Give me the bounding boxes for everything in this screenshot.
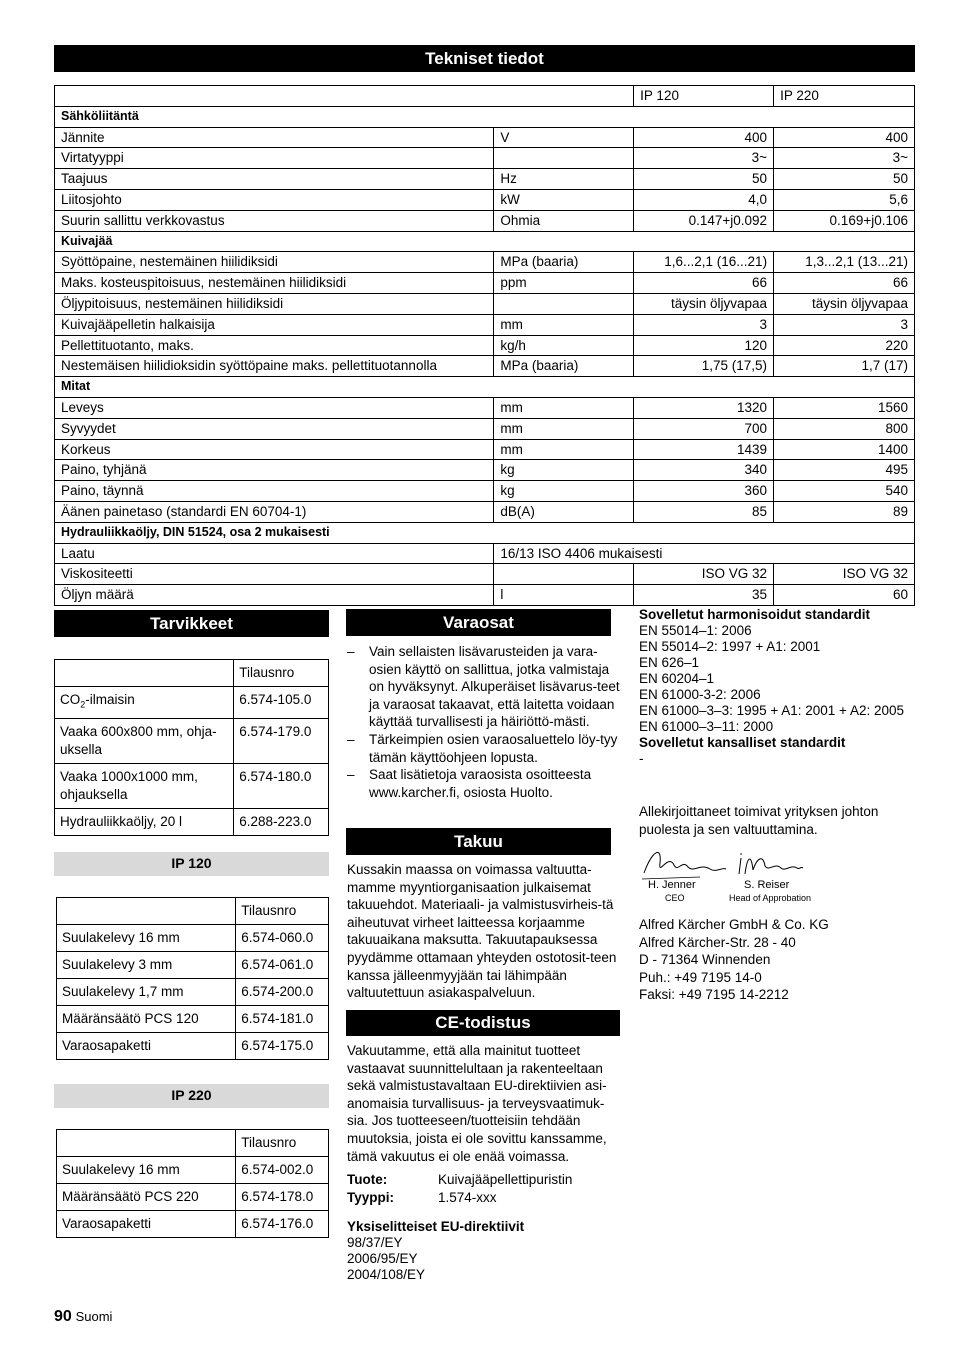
tech-value-ip220: 1,3...2,1 (13...21)	[774, 252, 915, 273]
tech-row	[55, 564, 915, 585]
tech-value-ip120: 66	[634, 273, 774, 294]
tech-unit: dB(A)	[494, 501, 634, 522]
tech-row	[55, 481, 915, 502]
parts-row	[57, 1157, 329, 1184]
parts-header-row	[55, 660, 329, 687]
spares-list-item: – Tärkeimpien osien varaosaluettelo löy-tyy tämän käyttöohjeen lopusta.	[347, 731, 622, 766]
tech-value-ip220: 1400	[774, 439, 915, 460]
tech-value-ip120: 1439	[634, 439, 774, 460]
tech-unit: Ohmia	[494, 210, 634, 231]
tech-value-ip120: 120	[634, 335, 774, 356]
tech-unit: mm	[494, 314, 634, 335]
part-name: $CO_2$-ilmaisin	[55, 687, 234, 719]
spares-list-item: – Saat lisätietoja varaosista osoitteesta www.karcher.fi, osiosta Huolto.	[347, 766, 622, 801]
tech-unit: mm	[494, 397, 634, 418]
tech-value-ip220: 5,6	[774, 189, 915, 210]
directive-2: 2006/95/EY	[347, 1251, 418, 1266]
accessories-title: Tarvikkeet	[54, 610, 329, 637]
part-name: Hydrauliikkaöljy, 20 l	[55, 808, 234, 835]
tech-param: Leveys	[55, 397, 494, 418]
part-order-number: 6.574-061.0	[236, 952, 329, 979]
tech-value-ip120: 3~	[634, 148, 774, 169]
signer1-role: CEO	[665, 893, 685, 903]
tech-header-row	[55, 86, 915, 107]
tech-unit	[494, 564, 634, 585]
tech-value-ip220: 540	[774, 481, 915, 502]
part-order-number: 6.574-181.0	[236, 1006, 329, 1033]
spares-title: Varaosat	[346, 609, 611, 636]
tech-row	[55, 418, 915, 439]
part-name: Varaosapaketti	[57, 1033, 236, 1060]
ce-title: CE-todistus	[346, 1010, 620, 1036]
address-line-1: Alfred Kärcher GmbH & Co. KG	[639, 917, 829, 932]
tech-unit	[494, 148, 634, 169]
parts-row	[57, 1033, 329, 1060]
part-order-number: 6.574-200.0	[236, 979, 329, 1006]
part-name: Suulakelevy 1,7 mm	[57, 979, 236, 1006]
parts-row	[57, 952, 329, 979]
tech-row	[55, 335, 915, 356]
tech-param: Laatu	[55, 543, 494, 564]
tech-row	[55, 397, 915, 418]
order-number-header: Tilausnro	[234, 660, 329, 687]
tech-value-ip120: ISO VG 32	[634, 564, 774, 585]
tech-param: Paino, tyhjänä	[55, 460, 494, 481]
parts-row	[55, 687, 329, 719]
tech-value-ip220: 3	[774, 314, 915, 335]
type-value: 1.574-xxx	[438, 1189, 497, 1205]
tech-unit	[494, 293, 634, 314]
page-footer	[54, 1308, 112, 1326]
part-order-number: 6.288-223.0	[234, 808, 329, 835]
national-value: -	[639, 751, 644, 766]
tech-unit: kg/h	[494, 335, 634, 356]
tech-param: Korkeus	[55, 439, 494, 460]
tech-value-ip120: 700	[634, 418, 774, 439]
ce-text: Vakuutamme, että alla mainitut tuotteet vastaavat suunnittelultaan ja rakenteeltaan sekä valmistustavaltaan EU-direktiivien asi-anomaisia turvallisuus- ja terveysvaatimuk-sia. Jos tuotteeseen/tuotteisiin tehdään muutoksia, joista ei ole sovittu kanssamme, tämä vakuutus ei ole enää voimassa.	[347, 1043, 607, 1164]
signer1-name: H. Jenner	[648, 879, 696, 891]
address-line-2: Alfred Kärcher-Str. 28 - 40	[639, 934, 796, 950]
tech-value-ip220: 0.169+j0.106	[774, 210, 915, 231]
tech-section-row	[55, 522, 915, 543]
directive-3: 2004/108/EY	[347, 1267, 426, 1282]
part-order-number: 6.574-060.0	[236, 925, 329, 952]
tech-value-ip220: 1,7 (17)	[774, 356, 915, 377]
type-label: Tyyppi:	[347, 1189, 394, 1205]
ip120-table	[56, 897, 329, 1060]
signature-reiser	[735, 848, 805, 880]
tech-value-ip220: 66	[774, 273, 915, 294]
part-name: Suulakelevy 3 mm	[57, 952, 236, 979]
tech-unit: mm	[494, 439, 634, 460]
tech-row	[55, 543, 915, 564]
tech-value-ip120: 50	[634, 169, 774, 190]
tech-section-title: Mitat	[55, 377, 915, 398]
standard-7: EN 61000–3–11: 2000	[639, 719, 774, 734]
tech-row	[55, 252, 915, 273]
ce-product-block	[347, 1171, 622, 1206]
tech-section-title: Hydrauliikkaöljy, DIN 51524, osa 2 mukaisesti	[55, 522, 915, 543]
tech-row	[55, 189, 915, 210]
tech-value-ip120: 1320	[634, 397, 774, 418]
tech-param: Viskositeetti	[55, 564, 494, 585]
spares-list-item: – Vain sellaisten lisävarusteiden ja vara-osien käyttö on sallittua, jotka valmistaja on hyväksynyt. Alkuperäiset lisävarus-teet ja varaosat takaavat, että laitetta voidaan käyttää turvallisesti ja häiriöttö-mästi.	[347, 643, 622, 731]
tech-unit: mm	[494, 418, 634, 439]
tech-param: Paino, täynnä	[55, 481, 494, 502]
spares-list	[347, 643, 622, 801]
tech-row	[55, 273, 915, 294]
parts-row	[57, 1211, 329, 1238]
address-line-5: Faksi: +49 7195 14-2212	[639, 987, 789, 1003]
standard-6: EN 61000–3–3: 1995 + A1: 2001 + A2: 2005	[639, 703, 904, 718]
tech-model-header: IP 120	[634, 86, 774, 107]
part-name: Suulakelevy 16 mm	[57, 1157, 236, 1184]
national-title: Sovelletut kansalliset standardit	[639, 735, 846, 750]
tech-unit: ppm	[494, 273, 634, 294]
tech-param: Äänen painetaso (standardi EN 60704-1)	[55, 501, 494, 522]
part-name: Määränsäätö PCS 220	[57, 1184, 236, 1211]
tech-value-ip120: 4,0	[634, 189, 774, 210]
part-name: Suulakelevy 16 mm	[57, 925, 236, 952]
tech-section-title: Kuivajää	[55, 231, 915, 252]
parts-header-blank	[57, 1130, 236, 1157]
tech-param: Öljyn määrä	[55, 585, 494, 606]
tech-unit: kg	[494, 460, 634, 481]
tech-section-row	[55, 106, 915, 127]
tech-param: Taajuus	[55, 169, 494, 190]
product-label: Tuote:	[347, 1172, 388, 1187]
parts-row	[57, 1006, 329, 1033]
ip220-table	[56, 1129, 329, 1238]
tech-row	[55, 501, 915, 522]
tech-param: Suurin sallittu verkkovastus	[55, 210, 494, 231]
part-name: Vaaka 600x800 mm, ohja-uksella	[55, 718, 234, 763]
tech-value-ip220: 3~	[774, 148, 915, 169]
part-order-number: 6.574-175.0	[236, 1033, 329, 1060]
parts-row	[55, 718, 329, 763]
signer2-role: Head of Approbation	[729, 893, 812, 903]
signature-jenner	[640, 843, 730, 883]
tech-value-ip220: 1560	[774, 397, 915, 418]
part-order-number: 6.574-178.0	[236, 1184, 329, 1211]
standards-block	[639, 607, 919, 767]
tech-value-ip220: 89	[774, 501, 915, 522]
tech-param: Syöttöpaine, nestemäinen hiilidiksidi	[55, 252, 494, 273]
parts-row	[57, 925, 329, 952]
page-language: Suomi	[75, 1309, 113, 1324]
part-order-number: 6.574-105.0	[234, 687, 329, 719]
tech-value-ip120: 360	[634, 481, 774, 502]
tech-unit: V	[494, 127, 634, 148]
address-line-3: D - 71364 Winnenden	[639, 952, 771, 968]
tech-row	[55, 356, 915, 377]
directives-title: Yksiselitteiset EU-direktiivit	[347, 1219, 525, 1234]
tech-unit: kW	[494, 189, 634, 210]
tech-row	[55, 293, 915, 314]
directive-1: 98/37/EY	[347, 1235, 403, 1250]
part-order-number: 6.574-176.0	[236, 1211, 329, 1238]
tech-unit: MPa (baaria)	[494, 356, 634, 377]
tech-param: Syvyydet	[55, 418, 494, 439]
order-number-header: Tilausnro	[236, 1130, 329, 1157]
tech-row	[55, 585, 915, 606]
tech-row	[55, 127, 915, 148]
tech-param: Öljypitoisuus, nestemäinen hiilidiksidi	[55, 293, 494, 314]
standard-2: EN 55014–2: 1997 + A1: 2001	[639, 639, 821, 654]
standard-4: EN 60204–1	[639, 671, 715, 686]
tech-value-ip220: 220	[774, 335, 915, 356]
standard-3: EN 626–1	[639, 655, 700, 670]
tech-value-ip220: 800	[774, 418, 915, 439]
part-name: Vaaka 1000x1000 mm, ohjauksella	[55, 763, 234, 808]
parts-header-blank	[57, 898, 236, 925]
part-order-number: 6.574-180.0	[234, 763, 329, 808]
tech-row	[55, 439, 915, 460]
tech-section-row	[55, 231, 915, 252]
order-number-header: Tilausnro	[236, 898, 329, 925]
product-value: Kuivajääpellettipuristin	[438, 1172, 573, 1187]
tech-row	[55, 460, 915, 481]
tech-value-ip220: 400	[774, 127, 915, 148]
tech-value-ip120: 85	[634, 501, 774, 522]
page-number: 90	[54, 1308, 72, 1325]
tech-param: Maks. kosteuspitoisuus, nestemäinen hiilidiksidi	[55, 273, 494, 294]
tech-param: Liitosjohto	[55, 189, 494, 210]
warranty-title: Takuu	[346, 828, 611, 855]
tech-title: Tekniset tiedot	[54, 45, 915, 72]
signatory-text: Allekirjoittaneet toimivat yrityksen johton puolesta ja sen valtuuttamina.	[639, 804, 879, 837]
standard-1: EN 55014–1: 2006	[639, 623, 752, 638]
tech-param: Nestemäisen hiilidioksidin syöttöpaine maks. pellettituotannolla	[55, 356, 494, 377]
ip220-title: IP 220	[54, 1084, 329, 1108]
tech-value-ip220: 60	[774, 585, 915, 606]
address-line-4: Puh.: +49 7195 14-0	[639, 969, 762, 985]
tech-unit: MPa (baaria)	[494, 252, 634, 273]
tech-row	[55, 148, 915, 169]
warranty-text: Kussakin maassa on voimassa valtuutta-mamme myyntiorganisaation julkaisemat takuuehdot. Materiaali- ja valmistusvirheis-tä aiheutuvat virheet laitteessa korjaamme takuuaikana maksutta. Takuutapauksessa pyydämme ottamaan yhteyden ostotosit-teen kanssa jälleenmyyjään tai lähimpään valtuutettuun asiakaspalveluun.	[347, 862, 617, 1001]
tech-unit: Hz	[494, 169, 634, 190]
tech-table	[54, 85, 915, 606]
tech-value-ip120: 1,6...2,1 (16...21)	[634, 252, 774, 273]
parts-header-row	[57, 1130, 329, 1157]
tech-value-ip120: 0.147+j0.092	[634, 210, 774, 231]
tech-section-title: Sähköliitäntä	[55, 106, 915, 127]
directives-block	[347, 1219, 622, 1283]
tech-param: Kuivajääpelletin halkaisija	[55, 314, 494, 335]
tech-value: 16/13 ISO 4406 mukaisesti	[494, 543, 915, 564]
tech-value-ip220: 495	[774, 460, 915, 481]
parts-row	[55, 808, 329, 835]
tech-value-ip120: 3	[634, 314, 774, 335]
parts-row	[57, 979, 329, 1006]
harmonised-title: Sovelletut harmonisoidut standardit	[639, 607, 871, 622]
parts-row	[57, 1184, 329, 1211]
ip120-title: IP 120	[54, 852, 329, 876]
address-block	[639, 916, 919, 1004]
parts-row	[55, 763, 329, 808]
tech-param: Pellettituotanto, maks.	[55, 335, 494, 356]
tech-unit: l	[494, 585, 634, 606]
tech-row	[55, 314, 915, 335]
parts-header-row	[57, 898, 329, 925]
tech-unit: kg	[494, 481, 634, 502]
standard-5: EN 61000-3-2: 2006	[639, 687, 761, 702]
part-name: Määränsäätö PCS 120	[57, 1006, 236, 1033]
tech-value-ip120: 340	[634, 460, 774, 481]
tech-header-blank	[55, 86, 634, 107]
tech-param: Jännite	[55, 127, 494, 148]
tech-value-ip220: täysin öljyvapaa	[774, 293, 915, 314]
tech-value-ip120: 1,75 (17,5)	[634, 356, 774, 377]
tech-value-ip220: ISO VG 32	[774, 564, 915, 585]
part-order-number: 6.574-179.0	[234, 718, 329, 763]
tech-value-ip120: 400	[634, 127, 774, 148]
signer2-name: S. Reiser	[744, 879, 790, 891]
tech-row	[55, 210, 915, 231]
tech-param: Virtatyyppi	[55, 148, 494, 169]
tech-model-header: IP 220	[774, 86, 915, 107]
accessories-table	[54, 659, 329, 836]
tech-row	[55, 169, 915, 190]
part-name: Varaosapaketti	[57, 1211, 236, 1238]
part-order-number: 6.574-002.0	[236, 1157, 329, 1184]
tech-value-ip220: 50	[774, 169, 915, 190]
tech-value-ip120: täysin öljyvapaa	[634, 293, 774, 314]
parts-header-blank	[55, 660, 234, 687]
tech-value-ip120: 35	[634, 585, 774, 606]
tech-section-row	[55, 377, 915, 398]
